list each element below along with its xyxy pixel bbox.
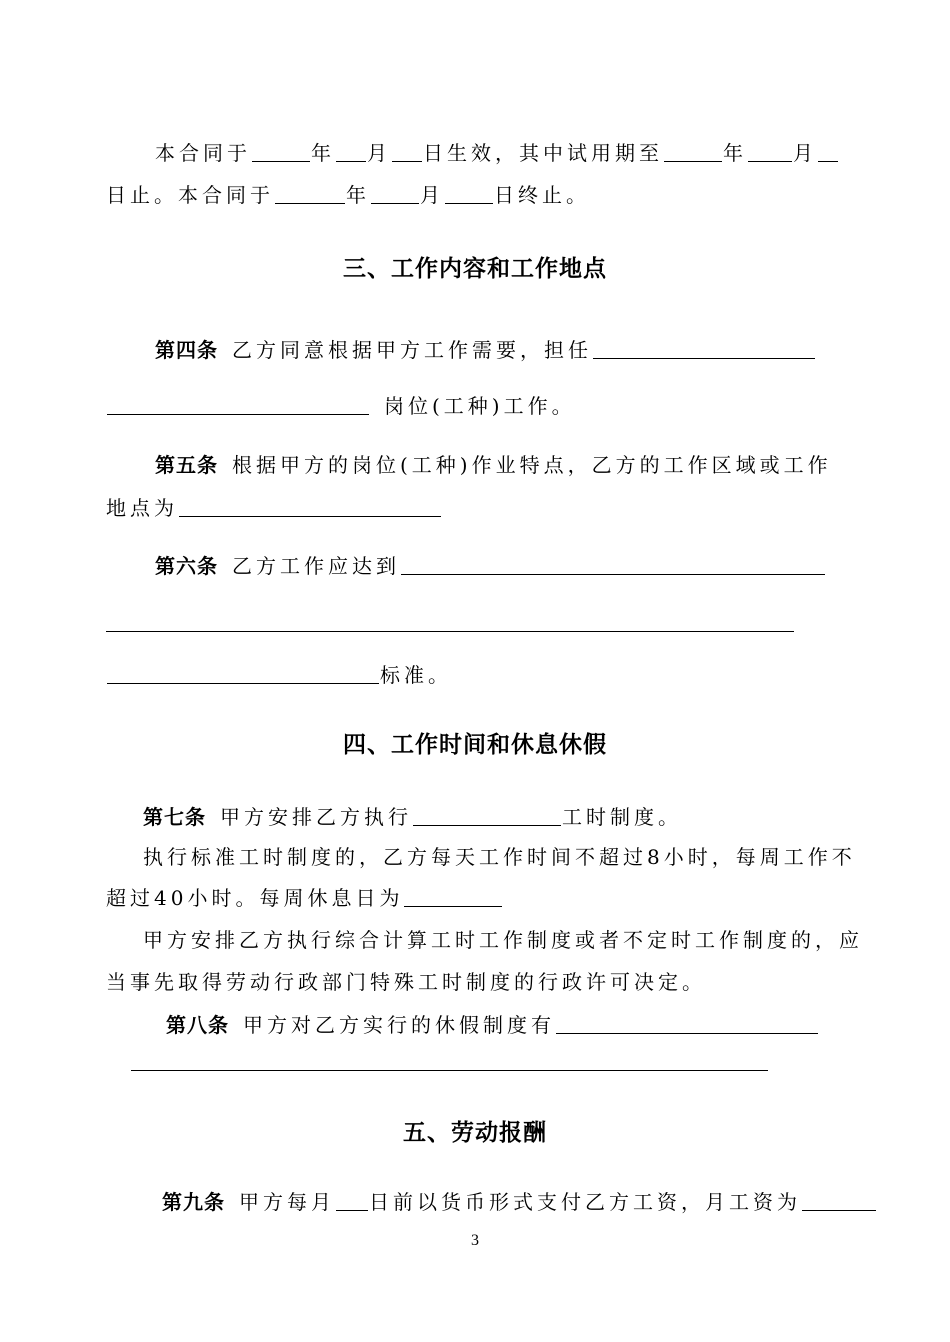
blank-month[interactable] [336, 141, 366, 162]
page-number: 3 [471, 1232, 479, 1249]
blank-standard[interactable] [401, 554, 825, 575]
article-7-line-4 [143, 926, 863, 954]
blank-monthly-wage[interactable] [802, 1190, 876, 1211]
text: 根据甲方的岗位(工种)作业特点，乙方的工作区域或工作 [232, 453, 832, 477]
text: 乙方工作应达到 [232, 554, 400, 578]
article-label: 第六条 [155, 554, 218, 578]
text: 甲方每月 [239, 1190, 335, 1214]
text: 工时制度。 [562, 805, 682, 829]
article-5-line-2 [106, 494, 442, 522]
text: 月 [367, 141, 391, 165]
article-label: 第八条 [166, 1013, 229, 1037]
blank-standard-line-3[interactable] [107, 663, 379, 684]
blank-standard-line-2[interactable] [106, 631, 794, 632]
blank-position-cont[interactable] [107, 394, 369, 415]
text: 标准。 [380, 663, 452, 687]
blank-pay-day[interactable] [336, 1190, 368, 1211]
blank-year[interactable] [252, 141, 310, 162]
blank-leave-system-line-2[interactable] [131, 1070, 768, 1071]
article-6-line-1 [155, 552, 826, 580]
effective-date-line-2 [106, 181, 590, 209]
article-label: 第四条 [155, 338, 218, 362]
text: 甲方安排乙方执行 [220, 805, 412, 829]
article-7-line-3 [106, 884, 503, 912]
article-9-line-1 [162, 1188, 877, 1216]
article-4-line-1 [155, 336, 816, 364]
blank-leave-system[interactable] [556, 1013, 818, 1034]
text: 乙方同意根据甲方工作需要，担任 [232, 338, 592, 362]
article-label: 第七条 [143, 805, 206, 829]
text: 执行标准工时制度的，乙方每天工作时间不超过8小时，每周工作不 [143, 845, 856, 869]
article-label: 第五条 [155, 453, 218, 477]
text: 年 [346, 183, 370, 207]
text: 甲方对乙方实行的休假制度有 [243, 1013, 555, 1037]
article-8-line-1 [166, 1011, 819, 1039]
text: 超过40小时。每周休息日为 [106, 886, 404, 910]
text: 日止。本合同于 [106, 183, 274, 207]
blank-working-hours-system[interactable] [413, 805, 561, 826]
section-heading-3: 三、工作内容和工作地点 [343, 256, 607, 282]
article-7-line-1 [143, 803, 682, 831]
blank-day[interactable] [392, 141, 422, 162]
blank-end-day[interactable] [445, 183, 493, 204]
text: 年 [311, 141, 335, 165]
effective-date-line-1 [155, 139, 839, 167]
text: 岗位(工种)工作。 [384, 394, 576, 418]
text: 月 [793, 141, 817, 165]
text: 本合同于 [155, 141, 251, 165]
section-heading-4: 四、工作时间和休息休假 [343, 732, 607, 758]
section-heading-5: 五、劳动报酬 [403, 1120, 547, 1146]
blank-probation-day[interactable] [818, 141, 838, 162]
article-6-line-3 [106, 661, 452, 689]
text: 年 [723, 141, 747, 165]
text: 当事先取得劳动行政部门特殊工时制度的行政许可决定。 [106, 970, 706, 994]
blank-rest-day[interactable] [404, 886, 502, 907]
blank-probation-year[interactable] [664, 141, 722, 162]
article-4-line-2 [106, 392, 576, 420]
text: 甲方安排乙方执行综合计算工时工作制度或者不定时工作制度的，应 [143, 928, 863, 952]
article-5-line-1 [155, 451, 832, 479]
text: 日终止。 [494, 183, 590, 207]
blank-end-month[interactable] [371, 183, 419, 204]
article-7-line-2 [143, 843, 856, 871]
article-7-line-5 [106, 968, 706, 996]
blank-end-year[interactable] [275, 183, 345, 204]
text: 日前以货币形式支付乙方工资，月工资为 [369, 1190, 801, 1214]
text: 月 [420, 183, 444, 207]
article-label: 第九条 [162, 1190, 225, 1214]
blank-position[interactable] [593, 338, 815, 359]
text: 日生效，其中试用期至 [423, 141, 663, 165]
blank-probation-month[interactable] [748, 141, 792, 162]
blank-work-location[interactable] [179, 496, 441, 517]
text: 地点为 [106, 496, 178, 520]
